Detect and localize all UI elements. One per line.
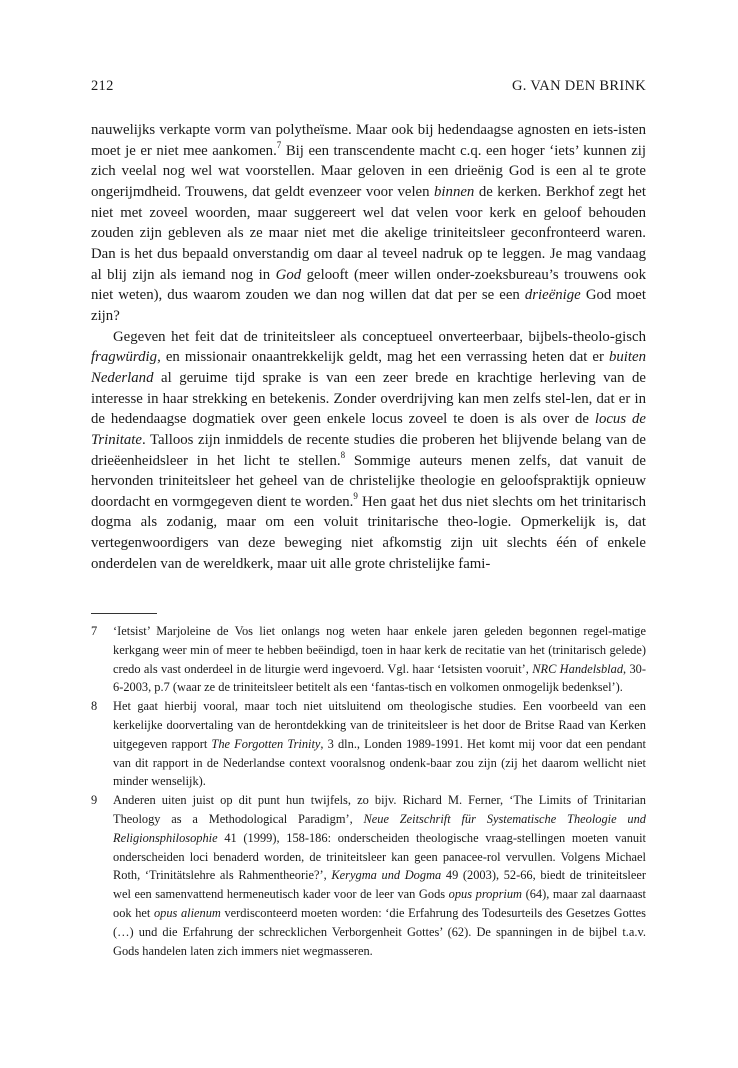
- emphasis: opus proprium: [448, 887, 522, 902]
- text-run: God moet zijn?: [91, 287, 646, 324]
- footnote-8: [91, 697, 646, 791]
- text-run: verdisconteerd moeten worden: ‘die Erfahrung des Todesurteils des Gesetzes Gottes (…) und die Erfahrung der schrecklichen Verborgenheit Gottes’ (62). De spanningen in de bijbel t.a.v. Gods handelen laten zich immers niet wegmasseren.: [113, 905, 646, 958]
- emphasis: fragwürdig: [91, 349, 158, 366]
- emphasis: Kerygma und Dogma: [331, 868, 442, 883]
- footnote-text: [113, 622, 646, 697]
- text-run: Anderen uiten juist op dit punt hun twijfels, zo bijv. Richard M. Ferner, ‘The Limits of Trinitarian Theology as a Methodological Paradigm’,: [113, 793, 646, 826]
- emphasis: The Forgotten Trinity: [211, 736, 321, 751]
- running-title: G. VAN DEN BRINK: [512, 78, 646, 94]
- text-run: Sommige auteurs menen zelfs, dat vanuit de hervonden triniteitsleer het geheel van de christelijke theologie en geloofspraktijk opnieuw doordacht en vormgegeven dient te worden.: [91, 452, 646, 510]
- footnote-text: [113, 791, 646, 960]
- text-run: nauwelijks verkapte vorm van polytheïsme. Maar ook bij hedendaagse agnosten en iets-isten moet je er niet mee aankomen.: [91, 122, 646, 159]
- emphasis: locus de Trinitate: [91, 411, 646, 448]
- footnote-ref-9[interactable]: 9: [353, 490, 358, 501]
- text-run: de kerken. Berkhof zegt het niet met zoveel woorden, maar suggereert wel dat velen voor kerk en geloof behouden zouden zijn gebleven als ze maar niet met die akelige triniteitsleer geconfronteerd waren. Dan is het dus bepaald onverstandig om daar al teveel nadruk op te leggen. Je mag vandaag al blij zijn als iemand nog in: [91, 183, 646, 283]
- footnotes: [91, 622, 646, 960]
- emphasis: opus alienum: [153, 905, 221, 920]
- page-number: 212: [91, 78, 114, 94]
- running-header: [91, 78, 646, 98]
- text-run: Het gaat hierbij vooral, maar toch niet uitsluitend om theologische studies. Een voorbeeld van een kerkelijke doorvertaling van de herontdekking van de triniteitsleer is het door de Britse Raad van Kerken uitgegeven rapport: [113, 699, 646, 751]
- text-run: 49 (2003), 52-66, biedt de triniteitsleer wel een samenvattend hermeneutisch kader voor de leer van Gods: [113, 868, 646, 902]
- footnote-9: [91, 791, 646, 960]
- emphasis: drieënige: [524, 287, 581, 304]
- emphasis: buiten Nederland: [91, 349, 646, 386]
- text-run: , en missionair onaantrekkelijk geldt, mag het een verrassing heten dat er: [157, 349, 609, 366]
- paragraph-1: [91, 120, 646, 327]
- text-run: gelooft (meer willen onder-zoeksbureau’s trouwens ook niet weten), dus waarom zouden we dan nog willen dat dat per se een: [91, 266, 646, 304]
- text-run: ‘Ietsist’ Marjoleine de Vos liet onlangs nog weten haar enkele jaren geleden begonnen regel-matige kerkgang weer min of meer te hebben beëindigd, toen in haar kerk de recitatie van het (trinitarisch gelede) credo als vast onderdeel in de liturgie werd ingevoerd. Vgl. haar ‘Ietsisten vooruit’,: [113, 624, 646, 676]
- footnote-number: 7: [91, 624, 98, 638]
- text-run: Hen gaat het dus niet slechts om het trinitarisch dogma als zodanig, maar om een voluit trinitarische theo-logie. Opmerkelijk is, dat vertegenwoordigers van deze beweging niet afkomstig zijn uit slechts één of enkele onderdelen van de wereldkerk, maar uit alle grote christelijke fami-: [91, 493, 646, 572]
- footnote-separator: [91, 613, 157, 614]
- footnote-ref-8[interactable]: 8: [340, 449, 346, 460]
- main-text: [91, 120, 646, 574]
- emphasis: Neue Zeitschrift für Systematische Theologie und Religionsphilosophie: [113, 811, 646, 845]
- footnote-number: 8: [91, 699, 98, 714]
- footnote-number: 9: [91, 793, 98, 808]
- text-run: Gegeven het feit dat de triniteitsleer als conceptueel onverteerbaar, bijbels-theolo-gisch: [113, 328, 646, 345]
- emphasis: binnen: [434, 183, 475, 200]
- text-run: , 30-6-2003, p.7 (waar ze de triniteitsleer betitelt als een ‘fantas-tisch en volkomen onmogelijk bedenksel’).: [113, 661, 646, 695]
- footnote-text: [113, 697, 646, 791]
- text-run: . Talloos zijn inmiddels de recente studies die proberen het blijvende belang van de drieëenheidsleer in het licht te stellen.: [91, 431, 646, 469]
- paragraph-2: [91, 327, 646, 575]
- text-run: 41 (1999), 158-186: onderscheiden theologische vraag-stellingen moeten vanuit onderscheiden loci benaderd worden, de triniteitsleer kan geen panacee-rol vervullen. Volgens Michael Roth, ‘Trinitätslehre als Rahmentheorie?’,: [113, 830, 646, 883]
- emphasis: God: [275, 266, 302, 283]
- text-run: al geruime tijd sprake is van een zeer brede en krachtige herleving van de interesse in haar strekking en betekenis. Zonder overdrijving kan men zelfs stel-len, dat er in de hedendaagse dogmatiek over geen enkele locus zoveel te doen is als over de: [91, 369, 646, 428]
- footnote-7: [91, 622, 646, 697]
- book-page: [91, 0, 646, 1068]
- emphasis: NRC Handelsblad: [532, 661, 624, 676]
- footnote-ref-7[interactable]: 7: [276, 139, 282, 150]
- text-run: Bij een transcendente macht c.q. een hoger ‘iets’ kunnen zij zich veelal nog wel wat voorstellen. Maar geloven in een drieënig God is een al te grote ongerijmdheid. Trouwens, dat geldt evenzeer voor velen: [91, 142, 646, 200]
- text-run: (64), maar zal daarnaast ook het: [113, 887, 646, 920]
- text-run: , 3 dln., Londen 1989-1991. Het komt mij voor dat een pendant van dit rapport in de Nederlandse context vooralsnog ondenk-baar zou zijn (zij het daarom wellicht niet minder wenselijk).: [113, 736, 646, 789]
